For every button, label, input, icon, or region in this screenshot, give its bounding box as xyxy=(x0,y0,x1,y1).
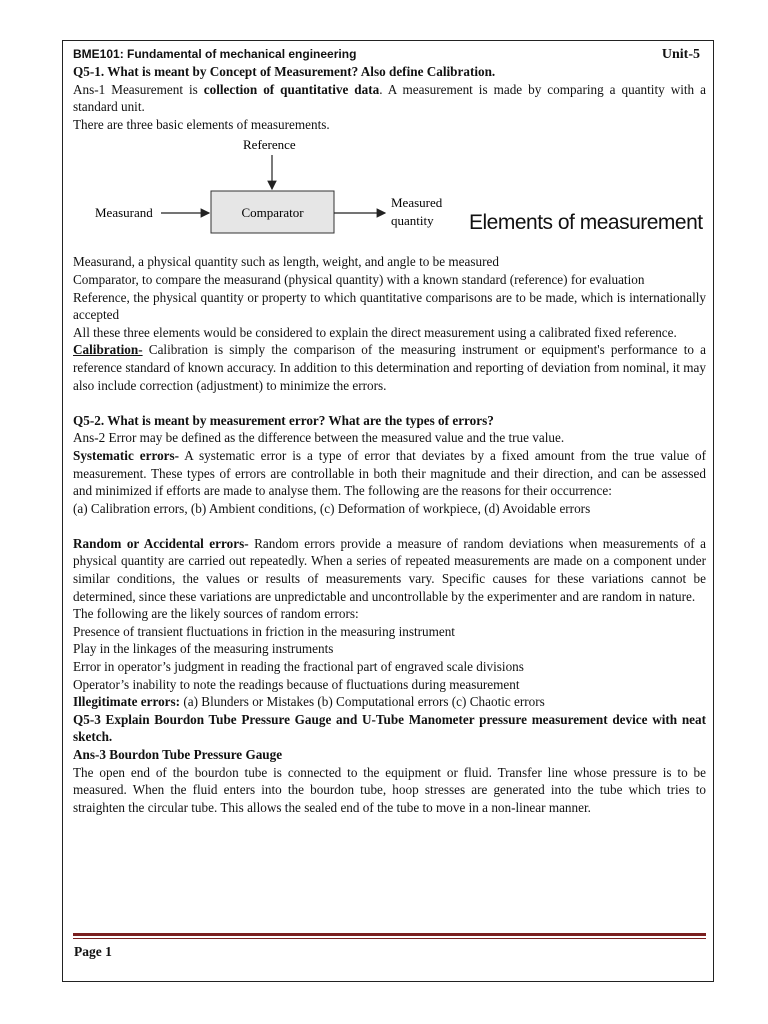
answer-3-title: Ans-3 Bourdon Tube Pressure Gauge xyxy=(73,747,283,762)
elements-intro: There are three basic elements of measurements. xyxy=(73,116,330,132)
systematic-errors: Systematic errors- A systematic error is a type of error that deviates by a fixed amount from the true value of measurement. These types of errors are controllable in both their magnitude and their direction, and can be assessed and minimized if efforts are made to analyse them. The following are the reasons for their occurrence: xyxy=(73,447,706,499)
course-title: BME101: Fundamental of mechanical engineering xyxy=(73,47,357,61)
reference-label: Reference xyxy=(243,137,296,153)
answer-1: Ans-1 Measurement is collection of quantitative data. A measurement is made by comparing a quantity with a standard unit. xyxy=(73,81,706,115)
random-source-3: Error in operator’s judgment in reading the fractional part of engraved scale divisions xyxy=(73,659,524,675)
all-three-definition: All these three elements would be considered to explain the direct measurement using a calibrated fixed reference. xyxy=(73,324,677,340)
random-source-1: Presence of transient fluctuations in friction in the measuring instrument xyxy=(73,623,455,639)
illegitimate-errors: Illegitimate errors: (a) Blunders or Mistakes (b) Computational errors (c) Chaotic errors xyxy=(73,694,545,710)
random-sources-intro: The following are the likely sources of random errors: xyxy=(73,606,359,622)
answer-3: The open end of the bourdon tube is connected to the equipment or fluid. Transfer line whose pressure is to be measured. When the fluid enters into the bourdon tube, hoop stresses are generated into the tube which tries to straighten the circular tube. This allows the sealed end of the tube to move in a non-linear manner. xyxy=(73,764,706,815)
random-source-2: Play in the linkages of the measuring instruments xyxy=(73,641,334,657)
page-header xyxy=(73,46,706,63)
measured-label-2: quantity xyxy=(391,213,434,229)
calibration-definition: Calibration- Calibration is simply the comparison of the measuring instrument or equipment's performance to a reference standard of known accuracy. In addition to this determination and reporting of deviation from nominal, it may also include correction (adjustment) to minimize the errors. xyxy=(73,342,706,393)
measurand-definition: Measurand, a physical quantity such as length, weight, and angle to be measured xyxy=(73,254,499,270)
document-body xyxy=(73,46,706,816)
random-errors: Random or Accidental errors- Random errors provide a measure of random deviations when measurements of a physical quantity are carried out repeatedly. When a series of repeated measurements are made on a component under similar conditions, the values or results of measurements vary. Specific causes for these variations cannot be determined, since these variations are unpredictable and uncontrollable by the experimenter and are random in nature. xyxy=(73,535,707,604)
footer-rule xyxy=(73,933,706,939)
measurand-label: Measurand xyxy=(95,205,153,221)
elements-diagram xyxy=(73,133,706,253)
reference-definition: Reference, the physical quantity or property to which quantitative comparisons are to be made, which is internationally accepted xyxy=(73,289,706,323)
answer-2: Ans-2 Error may be defined as the difference between the measured value and the true value. xyxy=(73,430,565,446)
measured-label-1: Measured xyxy=(391,195,443,211)
diagram-title: Elements of measurement xyxy=(469,211,703,235)
random-source-4: Operator’s inability to note the readings because of fluctuations during measurement xyxy=(73,676,520,692)
page-number: Page 1 xyxy=(74,944,112,959)
question-1: Q5-1. What is meant by Concept of Measurement? Also define Calibration. xyxy=(73,64,496,79)
comparator-definition: Comparator, to compare the measurand (physical quantity) with a known standard (reference) for evaluation xyxy=(73,271,645,287)
comparator-label: Comparator xyxy=(241,205,304,221)
unit-label: Unit-5 xyxy=(661,47,700,62)
systematic-reasons: (a) Calibration errors, (b) Ambient conditions, (c) Deformation of workpiece, (d) Avoidable errors xyxy=(73,500,591,516)
diagram-svg xyxy=(73,133,706,253)
question-3: Q5-3 Explain Bourdon Tube Pressure Gauge and U-Tube Manometer pressure measurement device with neat sketch. xyxy=(73,711,706,745)
question-2: Q5-2. What is meant by measurement error? What are the types of errors? xyxy=(73,412,494,428)
